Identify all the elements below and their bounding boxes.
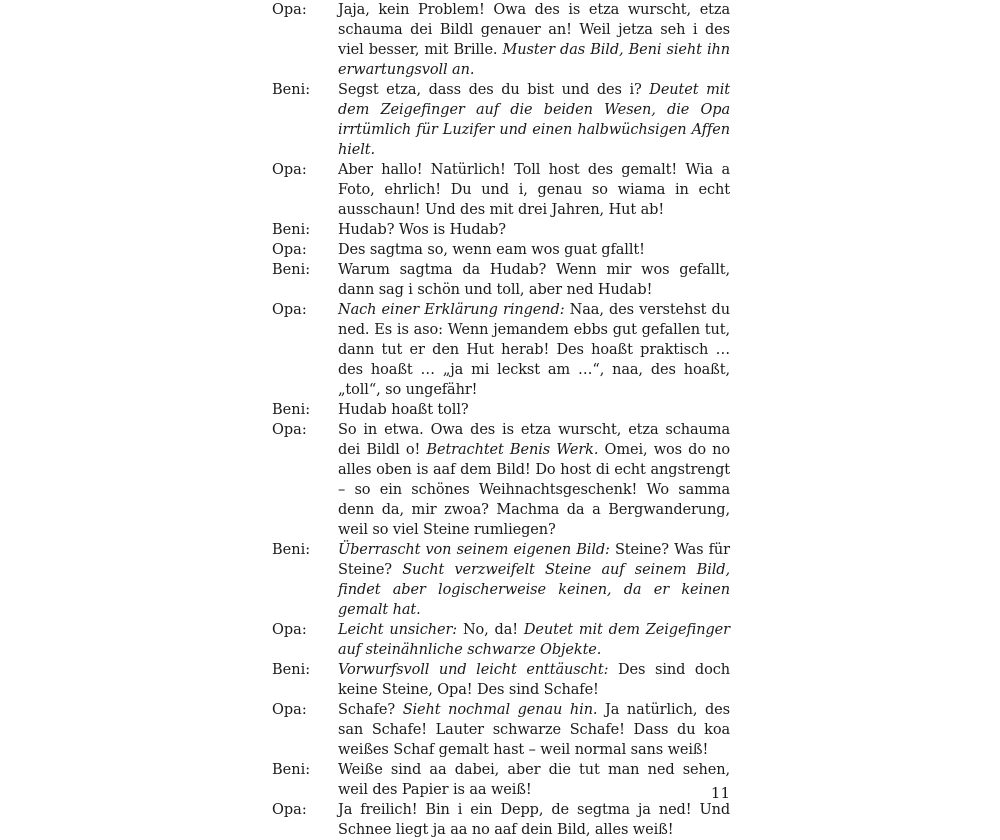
dialogue-text [338,160,730,220]
dialogue-entry [272,300,730,400]
speaker-name: Opa: [272,622,307,638]
spoken-line: Hudab? Wos is Hudab? [338,222,506,238]
speaker-name: Beni: [272,662,311,678]
spoken-line: Jaja, kein Problem! Owa des is etza wurscht, etza schauma dei Bildl genauer an! Weil jetza seh i des viel besser, mit Brille. [338,2,730,58]
dialogue-entry [272,80,730,160]
spoken-line: Steine? Was für Steine? [338,542,730,578]
speaker-name: Beni: [272,262,311,278]
dialogue-text [338,220,730,240]
stage-direction: Deutet mit dem Zeigefinger auf steinähnliche schwarze Objekte. [338,622,730,658]
stage-direction: Muster das Bild, Beni sieht ihn erwartungsvoll an. [338,42,730,78]
stage-direction: Deutet mit dem Zeigefinger auf die beiden Wesen, die Opa irrtümlich für Luzifer und einen halbwüchsigen Affen hielt. [338,82,730,158]
dialogue-text [338,660,730,700]
spoken-line: Warum sagtma da Hudab? Wenn mir wos gefallt, dann sag i schön und toll, aber ned Hudab! [338,262,730,298]
dialogue-text [338,540,730,620]
speaker-name: Opa: [272,242,307,258]
spoken-line: Segst etza, dass des du bist und des i? [338,82,650,98]
stage-direction: Sieht nochmal genau hin. [402,702,598,718]
dialogue-entry [272,400,730,420]
speaker-name: Opa: [272,2,307,18]
spoken-line: Aber hallo! Natürlich! Toll host des gemalt! Wia a Foto, ehrlich! Du und i, genau so wiama in echt ausschaun! Und des mit drei Jahren, Hut ab! [338,162,730,218]
spoken-line: Omei, wos do no alles oben is aaf dem Bild! Do host di echt angstrengt – so ein schönes Weihnachtsgeschenk! Wo samma denn da, mir zwoa? Machma da a Bergwanderung, weil so viel Steine rumliegen? [338,442,731,538]
dialogue-entry [272,160,730,220]
spoken-line: Naa, des verstehst du ned. Es is aso: Wenn jemandem ebbs gut gefallen tut, dann tut er den Hut herab! Des hoaßt praktisch … des hoaßt … „ja mi leckst am …“, naa, des hoaßt, „toll“, so ungefähr! [338,302,730,398]
speaker-name: Opa: [272,802,307,818]
dialogue-entry [272,0,730,80]
spoken-line: Ja natürlich, des san Schafe! Lauter schwarze Schafe! Dass du koa weißes Schaf gemalt hast – weil normal sans weiß! [338,702,730,758]
speaker-name: Beni: [272,222,311,238]
dialogue-text [338,620,730,660]
spoken-line: Des sind doch keine Steine, Opa! Des sind Schafe! [338,662,730,698]
speaker-name: Beni: [272,82,311,98]
stage-direction: Leicht unsicher: [338,622,463,638]
speaker-name: Opa: [272,422,307,438]
spoken-line: Des sagtma so, wenn eam wos guat gfallt! [338,242,645,258]
dialogue-entry [272,700,730,760]
spoken-line: Schafe? [338,702,403,718]
speaker-name: Beni: [272,542,311,558]
dialogue-text [338,240,730,260]
dialogue-text [338,80,730,160]
dialogue-text [338,700,730,760]
dialogue-entry [272,260,730,300]
dialogue-entry [272,420,730,540]
dialogue-text [338,800,730,840]
dialogue-text [338,420,730,540]
dialogue-entry [272,220,730,240]
dialogue-entry [272,240,730,260]
dialogue-block [272,0,730,840]
dialogue-entry [272,620,730,660]
dialogue-text [338,400,730,420]
spoken-line: So in etwa. Owa des is etza wurscht, etza schauma dei Bildl o! [338,422,730,458]
stage-direction: Vorwurfsvoll und leicht enttäuscht: [338,662,619,678]
speaker-name: Opa: [272,702,307,718]
dialogue-text [338,760,730,800]
dialogue-entry [272,540,730,620]
speaker-name: Opa: [272,302,307,318]
dialogue-text [338,0,730,80]
stage-direction: Überrascht von seinem eigenen Bild: [338,542,615,558]
dialogue-entry [272,660,730,700]
speaker-name: Beni: [272,402,311,418]
spoken-line: Hudab hoaßt toll? [338,402,469,418]
dialogue-text [338,300,730,400]
speaker-name: Opa: [272,162,307,178]
stage-direction: Sucht verzweifelt Steine auf seinem Bild, findet aber logischerweise keinen, da er keinen gemalt hat. [338,562,730,618]
dialogue-text [338,260,730,300]
spoken-line: Ja freilich! Bin i ein Depp, de segtma ja ned! Und Schnee liegt ja aa no aaf dein Bild, alles weiß! [338,802,730,838]
dialogue-entry [272,760,730,800]
spoken-line: Weiße sind aa dabei, aber die tut man ned sehen, weil des Papier is aa weiß! [338,762,730,798]
dialogue-entry [272,800,730,840]
speaker-name: Beni: [272,762,311,778]
stage-direction: Betrachtet Benis Werk. [426,442,599,458]
page-number: 11 [710,784,730,802]
spoken-line: No, da! [462,622,524,638]
stage-direction: Nach einer Erklärung ringend: [338,302,570,318]
